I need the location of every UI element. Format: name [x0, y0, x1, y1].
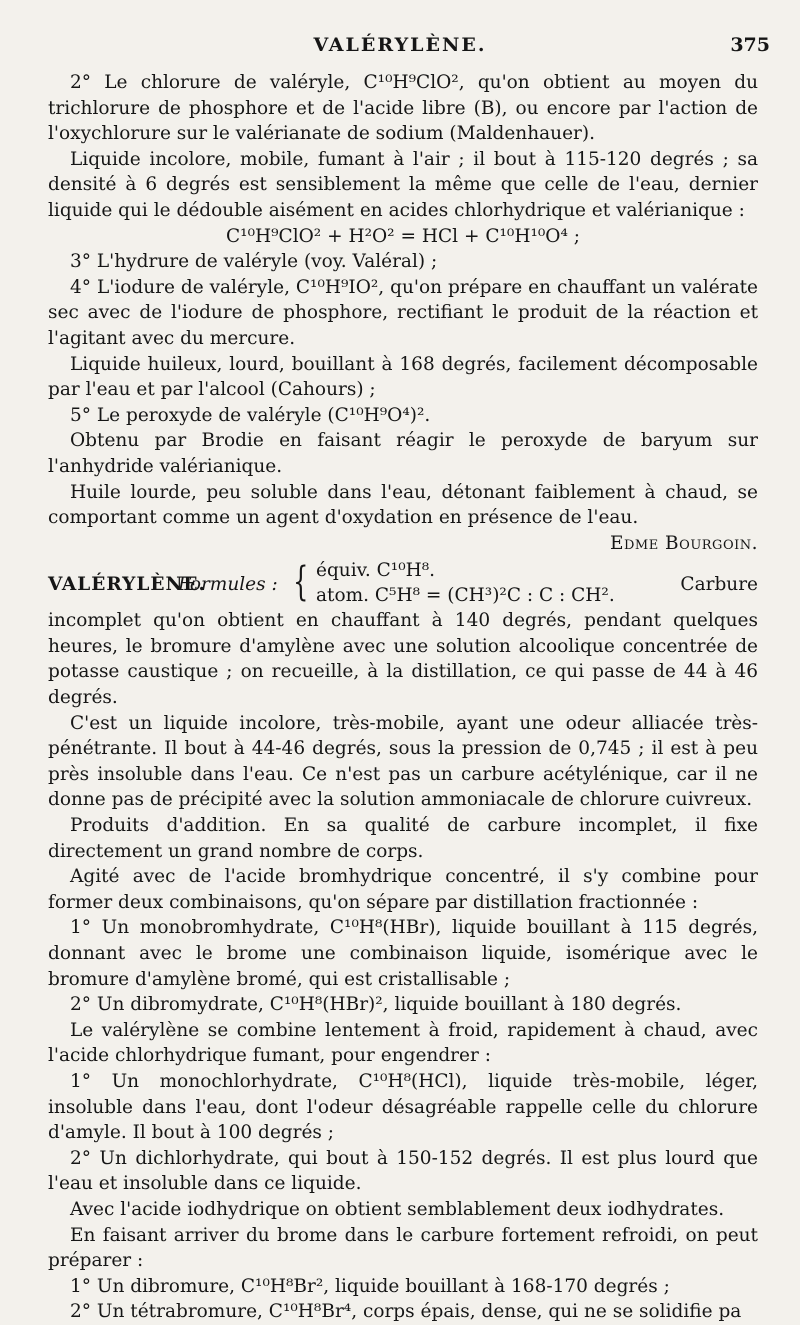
paragraph-liquide-incolore: Liquide incolore, mobile, fumant à l'air ; il bout à 115-120 degrés ; sa densité à 6 degrés est sensiblement la même que celle de l'eau, dernier liquide qui le dédouble aisément en acides chlorhydrique et valérianique :: [48, 148, 758, 221]
formula-lines: [316, 558, 615, 608]
paragraph-iodure: 4° L'iodure de valéryle, C¹⁰H⁹IO², qu'on prépare en chauffant un valérate sec avec de l'iodure de phosphore, rectifiant le produit de la réaction et l'agitant avec du mercure.: [48, 276, 758, 349]
paragraph-monobromhydrate: 1° Un monobromhydrate, C¹⁰H⁸(HBr), liquide bouillant à 115 degrés, donnant avec le brome une combinaison liquide, isomérique avec le bromure d'amylène bromé, qui est cristallisable ;: [48, 917, 758, 990]
formula-equiv: équiv. C¹⁰H⁸.: [316, 560, 436, 582]
paragraph-monochlorhydrate: 1° Un monochlorhydrate, C¹⁰H⁸(HCl), liquide très-mobile, léger, insoluble dans l'eau, dont l'odeur désagréable rappelle celle du chlorure d'amyle. Il bout à 100 degrés ;: [48, 1070, 758, 1144]
paragraph-obtenu: Obtenu par Brodie en faisant réagir le peroxyde de baryum sur l'anhydride valérianique.: [48, 430, 758, 477]
paragraph-liquide-tres-mobile: C'est un liquide incolore, très-mobile, ayant une odeur alliacée très-pénétrante. Il bout à 44-46 degrés, sous la pression de 0,745 ; il est à peu près insoluble dans l'eau. Ce n'est pas un carbure acétylénique, car il ne donne pas de précipité avec la solution ammoniacale de chlorure cuivreux.: [48, 712, 758, 811]
paragraph-dibromydrate: 2° Un dibromydrate, C¹⁰H⁸(HBr)², liquide bouillant à 180 degrés.: [70, 994, 682, 1016]
entry-heading: [48, 558, 758, 608]
equation: C¹⁰H⁹ClO² + H²O² = HCl + C¹⁰H¹⁰O⁴ ;: [226, 225, 580, 247]
paragraph-produits-addition: Produits d'addition. En sa qualité de carbure incomplet, il fixe directement un grand nombre de corps.: [48, 815, 758, 862]
running-title: VALÉRYLÈNE.: [313, 34, 487, 56]
entry-title: VALÉRYLÈNE.: [48, 574, 206, 596]
paragraph-dichlorhydrate: 2° Un dichlorhydrate, qui bout à 150-152 degrés. Il est plus lourd que l'eau et insoluble dans ce liquide.: [48, 1147, 758, 1195]
paragraph-tetrabromure: 2° Un tétrabromure, C¹⁰H⁸Br⁴, corps épais, dense, qui ne se solidifie pa: [70, 1301, 742, 1323]
paragraph-hydrure: 3° L'hydrure de valéryle (voy. Valéral) ;: [70, 251, 438, 273]
entry-carbure: Carbure: [680, 574, 758, 596]
paragraph-brome: En faisant arriver du brome dans le carbure fortement refroidi, on peut préparer :: [48, 1224, 758, 1272]
paragraph-chlorure: 2° Le chlorure de valéryle, C¹⁰H⁹ClO², qu'on obtient au moyen du trichlorure de phosphore et de l'acide libre (B), ou encore par l'action de l'oxychlorure sur le valérianate de sodium (Maldenhauer).: [48, 72, 758, 145]
body-text: [48, 70, 758, 1325]
paragraph-huile-lourde: Huile lourde, peu soluble dans l'eau, détonant faiblement à chaud, se comportant comme un agent d'oxydation en présence de l'eau.: [48, 481, 758, 529]
paragraph-iodhydrates: Avec l'acide iodhydrique on obtient semblablement deux iodhydrates.: [70, 1198, 725, 1220]
formulas-label: Formules :: [178, 574, 278, 596]
page-header: [0, 34, 800, 64]
paragraph-agite: Agité avec de l'acide bromhydrique concentré, il s'y combine pour former deux combinaisons, qu'on sépare par distillation fractionnée :: [48, 866, 758, 913]
paragraph-incomplet: incomplet qu'on obtient en chauffant à 140 degrés, pendant quelques heures, le bromure d'amylène avec une solution alcoolique concentrée de potasse caustique ; on recueille, à la distillation, ce qui passe de 44 à 46 degrés.: [48, 610, 758, 709]
formula-atom: atom. C⁵H⁸ = (CH³)²C : C : CH².: [316, 585, 615, 607]
brace-icon: {: [293, 559, 309, 606]
paragraph-combine: Le valérylène se combine lentement à froid, rapidement à chaud, avec l'acide chlorhydrique fumant, pour engendrer :: [48, 1019, 758, 1067]
author-signature: Edme Bourgoin.: [609, 532, 758, 554]
paragraph-peroxyde: 5° Le peroxyde de valéryle (C¹⁰H⁹O⁴)².: [70, 404, 431, 426]
page-number: 375: [730, 34, 770, 56]
paragraph-liquide-huileux: Liquide huileux, lourd, bouillant à 168 degrés, facilement décomposable par l'eau et par l'alcool (Cahours) ;: [48, 353, 758, 401]
paragraph-dibromure: 1° Un dibromure, C¹⁰H⁸Br², liquide bouillant à 168-170 degrés ;: [70, 1275, 670, 1297]
